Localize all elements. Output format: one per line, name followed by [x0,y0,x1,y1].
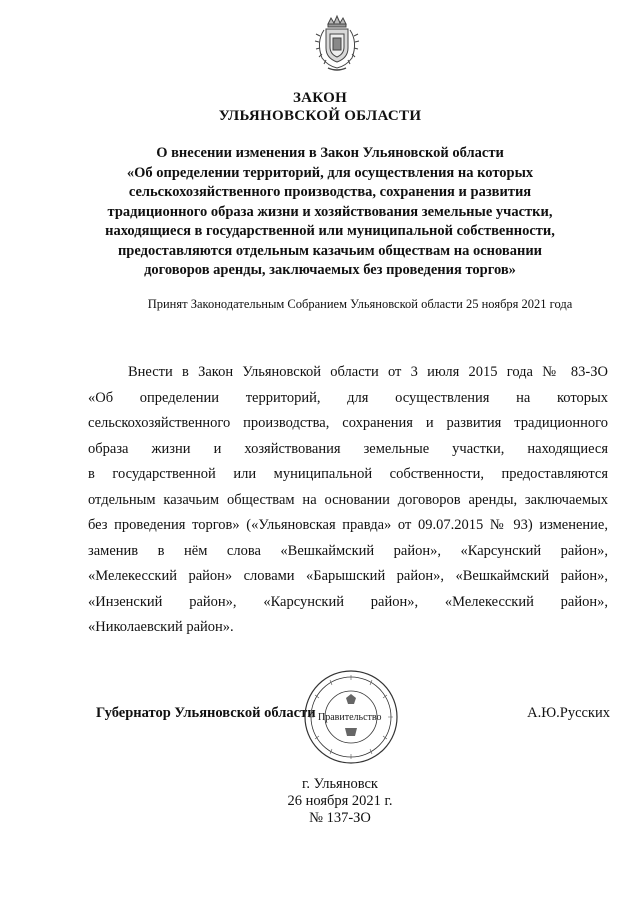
body-line: «Об определении территорий, для осуществления на которых [88,389,608,406]
governor-title: Губернатор Ульяновской области [96,705,316,721]
body-line: «Мелекесский район» словами «Барышский район», «Вешкаймский район», [88,568,608,584]
signing-date: 26 ноября 2021 г. [287,793,393,809]
subject-line: предоставляются отдельным казачьим обществам на основании [117,242,543,259]
law-title: ЗАКОН [292,90,348,106]
subject-line: «Об определении территорий, для осуществления на которых [126,164,534,181]
governor-name: А.Ю.Русских [527,705,610,721]
law-region-title: УЛЬЯНОВСКОЙ ОБЛАСТИ [218,108,422,124]
body-line: Внести в Закон Ульяновской области от 3 июля 2015 года № 83-ЗО [128,364,608,380]
law-subject [60,144,600,281]
subject-line: О внесении изменения в Закон Ульяновской области [156,145,504,161]
subject-line: традиционного образа жизни и хозяйствования земельные участки, [107,203,553,220]
body-line: образа жизни и хозяйствования земельные участки, находящиеся [88,440,608,457]
seal-text: Правительство [318,712,382,723]
body-line: без проведения торгов» («Ульяновская правда» от 09.07.2015 № 93) изменение, [88,517,608,533]
signing-city: г. Ульяновск [302,776,378,792]
body-line: сельскохозяйственного производства, сохранения и развития традиционного [88,415,608,431]
coat-of-arms-icon [306,14,368,76]
law-number: № 137-ЗО [309,810,371,826]
body-line: «Инзенский район», «Карсунский район», «Мелекесский район», [88,593,608,610]
subject-line: договоров аренды, заключаемых без проведения торгов» [144,262,516,278]
adoption-note: Принят Законодательным Собранием Ульяновской области 25 ноября 2021 года [147,297,573,311]
body-line: «Николаевский район». [88,619,234,635]
law-body [88,360,608,641]
body-line: заменив в нём слова «Вешкаймский район», «Карсунский район», [88,542,608,559]
subject-line: находящиеся в государственной или муниципальной собственности, [105,223,555,239]
subject-line: сельскохозяйственного производства, сохранения и развития [128,184,532,200]
body-line: отдельным казачьим обществам на основании договоров аренды, заключаемых [88,491,608,508]
body-line: в государственной или муниципальной собственности, предоставляются [88,466,608,482]
